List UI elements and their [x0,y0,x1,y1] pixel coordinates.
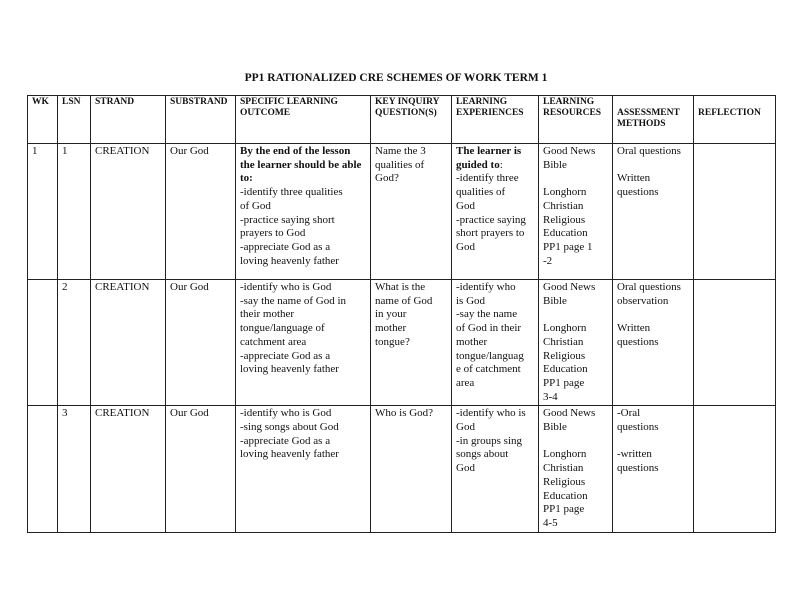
table-row [28,144,776,280]
experiences-cell: -identify who is God -say the name of God in their mother tongue/languag e of catchment area [452,280,539,406]
strand-cell: CREATION [91,280,166,406]
reflection-cell [694,406,776,532]
assessment-cell: -Oral questions -written questions [613,406,694,532]
outcome-lead: By the end of the lesson the learner should be able to: [240,145,362,185]
experiences-lead: The learner is guided to [456,145,522,171]
question-cell: Who is God? [371,406,452,532]
resources-cell: Good News Bible Longhorn Christian Religious Education PP1 page 1 -2 [539,144,613,280]
assessment-cell: Oral questions observation Written questions [613,280,694,406]
substrand-cell: Our God [166,280,236,406]
wk-cell [28,280,58,406]
schemes-of-work-table [27,95,776,533]
header-assessment: ASSESSMENT METHODS [613,96,694,144]
lsn-cell: 2 [58,280,91,406]
header-lsn: LSN [58,96,91,144]
document-title: PP1 RATIONALIZED CRE SCHEMES OF WORK TERM 1 [244,72,548,84]
resources-cell: Good News Bible Longhorn Christian Religious Education PP1 page 3-4 [539,280,613,406]
header-experiences: LEARNING EXPERIENCES [452,96,539,144]
header-outcome: SPECIFIC LEARNING OUTCOME [236,96,371,144]
reflection-cell [694,144,776,280]
header-row [28,96,776,144]
outcome-cell [236,144,371,280]
table-row [28,280,776,406]
header-reflection: REFLECTION [694,96,776,144]
experiences-cell: -identify who is God -in groups sing songs about God [452,406,539,532]
strand-cell: CREATION [91,144,166,280]
outcome-cell: -identify who is God -sing songs about God -appreciate God as a loving heavenly father [236,406,371,532]
question-cell: What is the name of God in your mother tongue? [371,280,452,406]
outcome-text: -identify three qualities of God -practice saying short prayers to God -appreciate God as a loving heavenly father [240,186,343,267]
substrand-cell: Our God [166,144,236,280]
resources-cell: Good News Bible Longhorn Christian Religious Education PP1 page 4-5 [539,406,613,532]
table-row [28,406,776,532]
experiences-text: : -identify three qualities of God -practice saying short prayers to God [456,158,526,253]
reflection-cell [694,280,776,406]
wk-cell: 1 [28,144,58,280]
outcome-cell: -identify who is God -say the name of God in their mother tongue/language of catchment area -appreciate God as a loving heavenly father [236,280,371,406]
header-substrand: SUBSTRAND [166,96,236,144]
experiences-cell [452,144,539,280]
wk-cell [28,406,58,532]
header-strand: STRAND [91,96,166,144]
lsn-cell: 3 [58,406,91,532]
header-wk: WK [28,96,58,144]
header-question: KEY INQUIRY QUESTION(S) [371,96,452,144]
substrand-cell: Our God [166,406,236,532]
question-cell: Name the 3 qualities of God? [371,144,452,280]
lsn-cell: 1 [58,144,91,280]
header-resources: LEARNING RESOURCES [539,96,613,144]
strand-cell: CREATION [91,406,166,532]
assessment-cell: Oral questions Written questions [613,144,694,280]
